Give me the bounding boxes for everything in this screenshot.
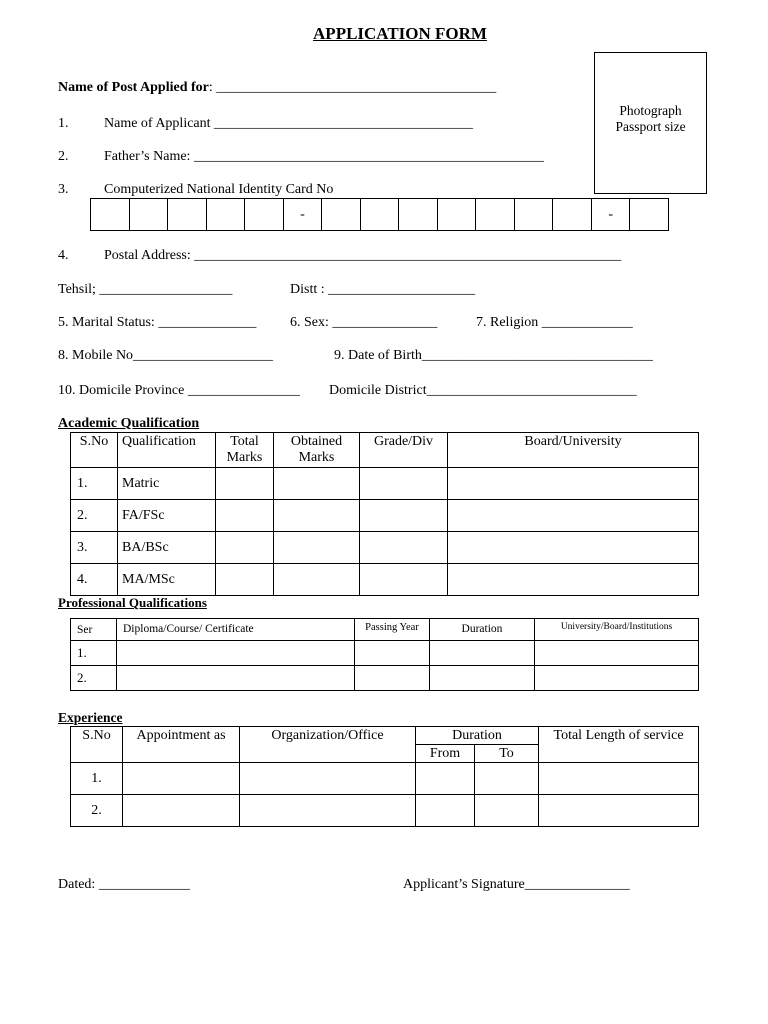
cnic-digit[interactable] <box>206 199 245 231</box>
col-diploma: Diploma/Course/ Certificate <box>117 619 355 641</box>
domicile-district-field[interactable]: Domicile District______________________________ <box>329 383 637 398</box>
col-board: Board/University <box>448 433 699 468</box>
row-qualification: FA/FSc <box>118 500 216 532</box>
cnic-digit[interactable] <box>399 199 438 231</box>
col-ser: Ser <box>71 619 117 641</box>
cnic-digit[interactable] <box>91 199 130 231</box>
cnic-separator: - <box>283 199 322 231</box>
cnic-separator: - <box>591 199 630 231</box>
board-cell[interactable] <box>448 532 699 564</box>
row-sno: 3. <box>71 532 118 564</box>
col-qualification: Qualification <box>118 433 216 468</box>
table-row <box>71 500 699 532</box>
cnic-digit[interactable] <box>245 199 284 231</box>
row-qualification: Matric <box>118 468 216 500</box>
religion-field[interactable]: 7. Religion _____________ <box>476 315 633 330</box>
experience-heading: Experience <box>58 710 123 725</box>
col-obtained-marks: Obtained Marks <box>274 433 360 468</box>
dob-field[interactable]: 9. Date of Birth_________________________________ <box>334 348 653 363</box>
obtained-marks-cell[interactable] <box>274 468 360 500</box>
row-sno: 2. <box>71 795 123 827</box>
diploma-cell[interactable] <box>117 641 355 666</box>
row-ser: 2. <box>71 666 117 691</box>
obtained-marks-cell[interactable] <box>274 532 360 564</box>
form-title: APPLICATION FORM <box>313 24 487 43</box>
grade-cell[interactable] <box>360 468 448 500</box>
to-cell[interactable] <box>475 795 539 827</box>
dated-field[interactable]: Dated: _____________ <box>58 877 190 892</box>
table-row <box>71 532 699 564</box>
col-university: University/Board/Institutions <box>535 619 699 641</box>
item-number-1: 1. <box>58 116 69 131</box>
cnic-digit[interactable] <box>553 199 592 231</box>
signature-field[interactable]: Applicant’s Signature_______________ <box>403 877 630 892</box>
table-row <box>71 763 699 795</box>
post-applied-field[interactable]: : ________________________________________ <box>208 80 497 95</box>
organization-cell[interactable] <box>240 763 416 795</box>
university-cell[interactable] <box>535 641 699 666</box>
university-cell[interactable] <box>535 666 699 691</box>
table-row <box>71 795 699 827</box>
col-grade: Grade/Div <box>360 433 448 468</box>
grade-cell[interactable] <box>360 500 448 532</box>
mobile-field[interactable]: 8. Mobile No____________________ <box>58 348 274 363</box>
obtained-marks-cell[interactable] <box>274 564 360 596</box>
tehsil-field[interactable]: Tehsil; ___________________ <box>58 282 233 297</box>
col-duration: Duration <box>416 727 539 745</box>
domicile-province-field[interactable]: 10. Domicile Province ________________ <box>58 383 300 398</box>
board-cell[interactable] <box>448 500 699 532</box>
row-sno: 1. <box>71 468 118 500</box>
distt-field[interactable]: Distt : _____________________ <box>290 282 476 297</box>
photograph-label: Photograph <box>619 103 682 118</box>
cnic-digit[interactable] <box>437 199 476 231</box>
total-service-cell[interactable] <box>539 763 699 795</box>
diploma-cell[interactable] <box>117 666 355 691</box>
board-cell[interactable] <box>448 564 699 596</box>
row-sno: 4. <box>71 564 118 596</box>
organization-cell[interactable] <box>240 795 416 827</box>
duration-cell[interactable] <box>430 666 535 691</box>
from-cell[interactable] <box>416 795 475 827</box>
cnic-digit[interactable] <box>129 199 168 231</box>
row-sno: 2. <box>71 500 118 532</box>
col-sno: S.No <box>71 727 123 763</box>
table-row <box>71 666 699 691</box>
passing-year-cell[interactable] <box>355 666 430 691</box>
total-marks-cell[interactable] <box>216 468 274 500</box>
row-ser: 1. <box>71 641 117 666</box>
to-cell[interactable] <box>475 763 539 795</box>
appointment-cell[interactable] <box>123 795 240 827</box>
cnic-boxes <box>90 198 669 231</box>
professional-table <box>70 618 699 691</box>
total-service-cell[interactable] <box>539 795 699 827</box>
col-to: To <box>475 745 539 763</box>
duration-cell[interactable] <box>430 641 535 666</box>
grade-cell[interactable] <box>360 564 448 596</box>
row-sno: 1. <box>71 763 123 795</box>
col-sno: S.No <box>71 433 118 468</box>
postal-address-field[interactable]: Postal Address: _____________________________________________________________ <box>104 248 622 263</box>
cnic-digit[interactable] <box>514 199 553 231</box>
board-cell[interactable] <box>448 468 699 500</box>
cnic-digit[interactable] <box>168 199 207 231</box>
table-row <box>71 641 699 666</box>
appointment-cell[interactable] <box>123 763 240 795</box>
cnic-digit[interactable] <box>322 199 361 231</box>
cnic-digit[interactable] <box>630 199 669 231</box>
cnic-label: Computerized National Identity Card No <box>104 182 334 197</box>
row-qualification: MA/MSc <box>118 564 216 596</box>
passing-year-cell[interactable] <box>355 641 430 666</box>
from-cell[interactable] <box>416 763 475 795</box>
col-from: From <box>416 745 475 763</box>
col-passing-year: Passing Year <box>355 619 430 641</box>
applicant-name-field[interactable]: Name of Applicant _____________________________________ <box>104 116 474 131</box>
col-duration: Duration <box>430 619 535 641</box>
obtained-marks-cell[interactable] <box>274 500 360 532</box>
table-row <box>71 564 699 596</box>
passport-size-label: Passport size <box>615 119 686 134</box>
post-applied-label: Name of Post Applied for <box>58 80 209 95</box>
experience-table <box>70 726 699 827</box>
grade-cell[interactable] <box>360 532 448 564</box>
marital-status-field[interactable]: 5. Marital Status: ______________ <box>58 315 257 330</box>
col-total-service: Total Length of service <box>539 727 699 763</box>
professional-heading: Professional Qualifications <box>58 595 207 610</box>
row-qualification: BA/BSc <box>118 532 216 564</box>
father-name-field[interactable]: Father’s Name: __________________________________________________ <box>104 149 544 164</box>
item-number-3: 3. <box>58 182 69 197</box>
post-applied-row[interactable] <box>58 80 496 96</box>
total-marks-cell[interactable] <box>216 532 274 564</box>
col-appointment: Appointment as <box>123 727 240 763</box>
item-number-4: 4. <box>58 248 69 263</box>
table-row <box>71 468 699 500</box>
academic-heading: Academic Qualification <box>58 416 200 431</box>
sex-field[interactable]: 6. Sex: _______________ <box>290 315 438 330</box>
cnic-digit[interactable] <box>476 199 515 231</box>
academic-table <box>70 432 699 596</box>
col-total-marks: Total Marks <box>216 433 274 468</box>
item-number-2: 2. <box>58 149 69 164</box>
total-marks-cell[interactable] <box>216 564 274 596</box>
cnic-digit[interactable] <box>360 199 399 231</box>
total-marks-cell[interactable] <box>216 500 274 532</box>
photograph-box[interactable] <box>594 52 707 194</box>
col-organization: Organization/Office <box>240 727 416 763</box>
